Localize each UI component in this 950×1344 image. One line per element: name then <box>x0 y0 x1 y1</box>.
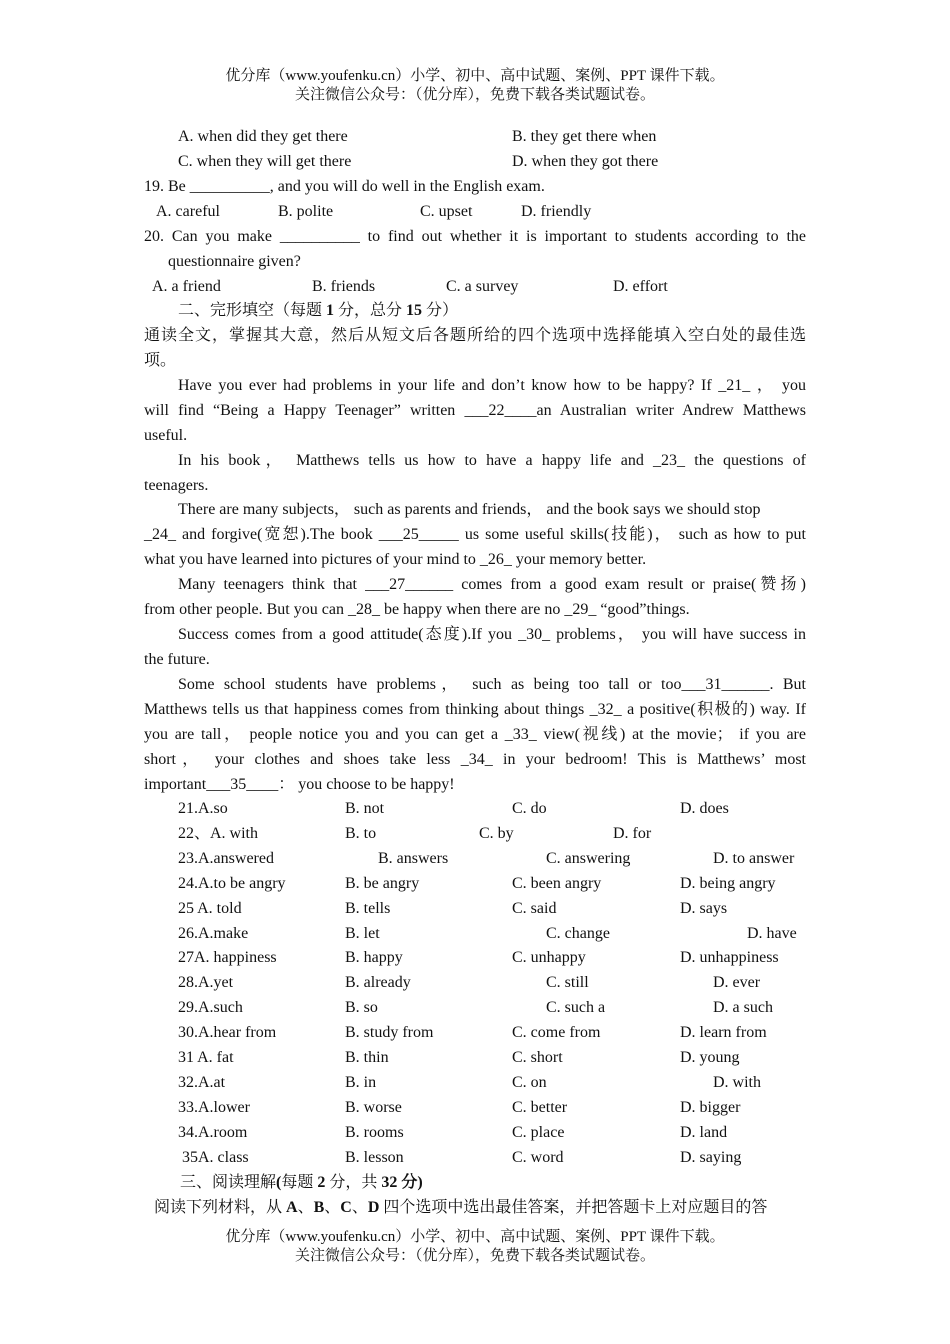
q27-option-b: B. happy <box>345 949 403 967</box>
section3-instruction <box>154 1196 767 1220</box>
section3-instr-pre: 阅读下列材料，从 <box>154 1199 287 1216</box>
q28-option-b: B. already <box>345 974 411 992</box>
q31-option-d: D. young <box>680 1049 740 1066</box>
passage-line-7: _24_ and forgive(宽恕).The book ___25_____ us some useful skills(技能)， such as how to put <box>144 526 806 543</box>
section3-sep-1: 、 <box>297 1199 314 1216</box>
q24-option-a: 24.A.to be angry <box>178 874 286 892</box>
passage-line-5: teenagers. <box>144 477 209 494</box>
q20-stem-line-1: 20. Can you make __________ to find out whether it is important to students according to the <box>144 228 806 245</box>
passage-line-13: Some school students have problems， such as being too tall or too___31______. But <box>178 676 806 693</box>
q23-option-d: D. to answer <box>713 849 795 867</box>
q26-option-c: C. change <box>546 924 610 942</box>
q32-option-c: C. on <box>512 1073 547 1091</box>
section3-points-total: 32 <box>381 1174 398 1191</box>
q22-option-c: C. by <box>479 824 514 842</box>
q28-option-a: 28.A.yet <box>178 974 234 992</box>
section2-title-mid: 分，总分 <box>334 302 407 319</box>
section3-sep-2: 、 <box>324 1199 341 1216</box>
q21-option-b: B. not <box>345 800 385 817</box>
q33-option-b: B. worse <box>345 1098 402 1116</box>
section2-title <box>178 299 458 323</box>
q30-option-b: B. study from <box>345 1024 434 1042</box>
section2-points-each: 1 <box>326 302 335 319</box>
q19-option-c: C. upset <box>420 203 473 220</box>
passage-line-2: will find “Being a Happy Teenager” written ___22____an Australian writer Andrew Matthews <box>144 402 806 419</box>
passage-line-9: Many teenagers think that ___27______ comes from a good exam result or praise(赞扬) <box>178 576 806 593</box>
q19-option-d: D. friendly <box>521 203 592 220</box>
q26-option-d: D. have <box>747 924 797 942</box>
q18-option-d: D. when they got there <box>512 153 659 170</box>
q24-option-d: D. being angry <box>680 874 776 892</box>
section3-title-mid: 每题 <box>281 1174 318 1191</box>
q20-option-c: C. a survey <box>446 278 519 295</box>
section3-points-each: 2 <box>317 1174 326 1191</box>
q28-option-d: D. ever <box>713 974 761 992</box>
q35-option-b: B. lesson <box>345 1148 404 1166</box>
q34-option-a: 34.A.room <box>178 1123 248 1141</box>
q31-option-b: B. thin <box>345 1049 389 1066</box>
q30-option-a: 30.A.hear from <box>178 1024 277 1042</box>
q19-option-a: A. careful <box>156 203 220 220</box>
passage-line-10: from other people. But you can _28_ be happy when there are no _29_ “good”things. <box>144 601 690 618</box>
passage-line-17: important___35____： you choose to be happy! <box>144 776 455 793</box>
q22-option-a: 22、A. with <box>178 824 259 842</box>
q29-option-b: B. so <box>345 999 378 1017</box>
section2-points-total: 15 <box>406 302 423 319</box>
q34-option-c: C. place <box>512 1123 565 1141</box>
q29-option-a: 29.A.such <box>178 999 243 1017</box>
q34-option-d: D. land <box>680 1123 728 1141</box>
q35-option-d: D. saying <box>680 1148 742 1166</box>
passage-line-6: There are many subjects， such as parents and friends， and the book says we should stop <box>178 501 761 518</box>
section3-letter-c: C <box>340 1199 352 1216</box>
section3-title-post: 分) <box>397 1174 423 1191</box>
section3-letter-a: A <box>286 1199 298 1216</box>
q31-option-a: 31 A. fat <box>178 1049 234 1066</box>
q35-option-a: 35A. class <box>182 1148 249 1166</box>
section3-title-pre: 三、阅读理解 <box>180 1174 277 1191</box>
passage-line-11: Success comes from a good attitude(态度).If you _30_ problems， you will have success in <box>178 626 806 643</box>
q21-option-a: 21.A.so <box>178 800 228 817</box>
q25-option-d: D. says <box>680 899 728 917</box>
section3-letter-d: D <box>367 1199 380 1216</box>
section3-instr-post: 四个选项中选出最佳答案，并把答题卡上对应题目的答 <box>379 1199 768 1216</box>
q20-option-d: D. effort <box>613 278 668 295</box>
q23-option-c: C. answering <box>546 849 631 867</box>
q21-option-c: C. do <box>512 800 547 817</box>
q18-option-c: C. when they will get there <box>178 153 352 170</box>
q35-option-c: C. word <box>512 1148 564 1166</box>
q26-option-a: 26.A.make <box>178 924 249 942</box>
q22-option-d: D. for <box>613 824 652 842</box>
section2-title-pre: 二、完形填空（每题 <box>178 302 327 319</box>
q27-option-d: D. unhappiness <box>680 949 779 967</box>
q32-option-a: 32.A.at <box>178 1073 226 1091</box>
q33-option-a: 33.A.lower <box>178 1098 250 1116</box>
q18-option-a: A. when did they get there <box>178 128 348 145</box>
q25-option-c: C. said <box>512 899 557 917</box>
section2-title-post: 分） <box>422 302 459 319</box>
q23-option-b: B. answers <box>378 849 449 867</box>
q18-option-b: B. they get there when <box>512 128 657 145</box>
passage-line-14: Matthews tells us that happiness comes from thinking about things _32_ a positive(积极的) way. If <box>144 701 806 718</box>
q19-option-b: B. polite <box>278 203 334 220</box>
passage-line-8: what you have learned into pictures of your mind to _26_ your memory better. <box>144 551 647 568</box>
q30-option-c: C. come from <box>512 1024 601 1042</box>
passage-line-4: In his book， Matthews tells us how to have a happy life and _23_ the questions of <box>178 452 806 469</box>
q33-option-d: D. bigger <box>680 1098 741 1116</box>
passage-line-1: Have you ever had problems in your life and don’t know how to be happy? If _21_ ， you <box>178 377 806 394</box>
q27-option-a: 27A. happiness <box>178 949 277 967</box>
q26-option-b: B. let <box>345 924 380 942</box>
passage-line-3: useful. <box>144 427 188 444</box>
q24-option-c: C. been angry <box>512 874 602 892</box>
passage-line-12: the future. <box>144 651 210 668</box>
q31-option-c: C. short <box>512 1049 563 1066</box>
q33-option-c: C. better <box>512 1098 568 1116</box>
footer-line-2: 关注微信公众号：（优分库），免费下载各类试题试卷。 <box>294 1248 655 1264</box>
q29-option-c: C. such a <box>546 999 606 1017</box>
q22-option-b: B. to <box>345 824 377 842</box>
q20-stem-line-2: questionnaire given? <box>168 253 301 270</box>
q32-option-d: D. with <box>713 1073 761 1091</box>
q32-option-b: B. in <box>345 1073 377 1091</box>
q20-option-a: A. a friend <box>152 278 221 295</box>
passage-line-15: you are tall， people notice you and you can get a _33_ view(视线) at the movie； if you are <box>144 726 806 743</box>
q27-option-c: C. unhappy <box>512 949 586 967</box>
section2-instruction-line-2: 项。 <box>144 352 177 369</box>
q30-option-d: D. learn from <box>680 1024 767 1042</box>
q23-option-a: 23.A.answered <box>178 849 274 867</box>
q25-option-b: B. tells <box>345 899 391 917</box>
section2-instruction-line-1: 通读全文，掌握其大意，然后从短文后各题所给的四个选项中选择能填入空白处的最佳选 <box>144 327 806 344</box>
q24-option-b: B. be angry <box>345 874 420 892</box>
q20-option-b: B. friends <box>312 278 376 295</box>
section3-letter-b: B <box>313 1199 325 1216</box>
q25-option-a: 25 A. told <box>178 899 242 917</box>
section3-title-mid2: 分，共 <box>325 1174 382 1191</box>
header-line-1: 优分库（www.youfenku.cn）小学、初中、高中试题、案例、PPT 课件下载。 <box>225 68 725 84</box>
passage-line-16: short， your clothes and shoes take less _34_ in your bedroom! This is Matthews’ most <box>144 751 806 768</box>
q28-option-c: C. still <box>546 974 589 992</box>
footer-line-1: 优分库（www.youfenku.cn）小学、初中、高中试题、案例、PPT 课件下载。 <box>225 1229 725 1245</box>
q34-option-b: B. rooms <box>345 1123 404 1141</box>
section3-sep-3: 、 <box>351 1199 368 1216</box>
section3-title <box>180 1171 423 1195</box>
q19-stem: 19. Be __________, and you will do well in the English exam. <box>144 178 545 195</box>
q29-option-d: D. a such <box>713 999 773 1017</box>
header-line-2: 关注微信公众号：（优分库），免费下载各类试题试卷。 <box>294 87 655 103</box>
q21-option-d: D. does <box>680 800 729 817</box>
section3-title-paren: ( <box>276 1174 282 1191</box>
